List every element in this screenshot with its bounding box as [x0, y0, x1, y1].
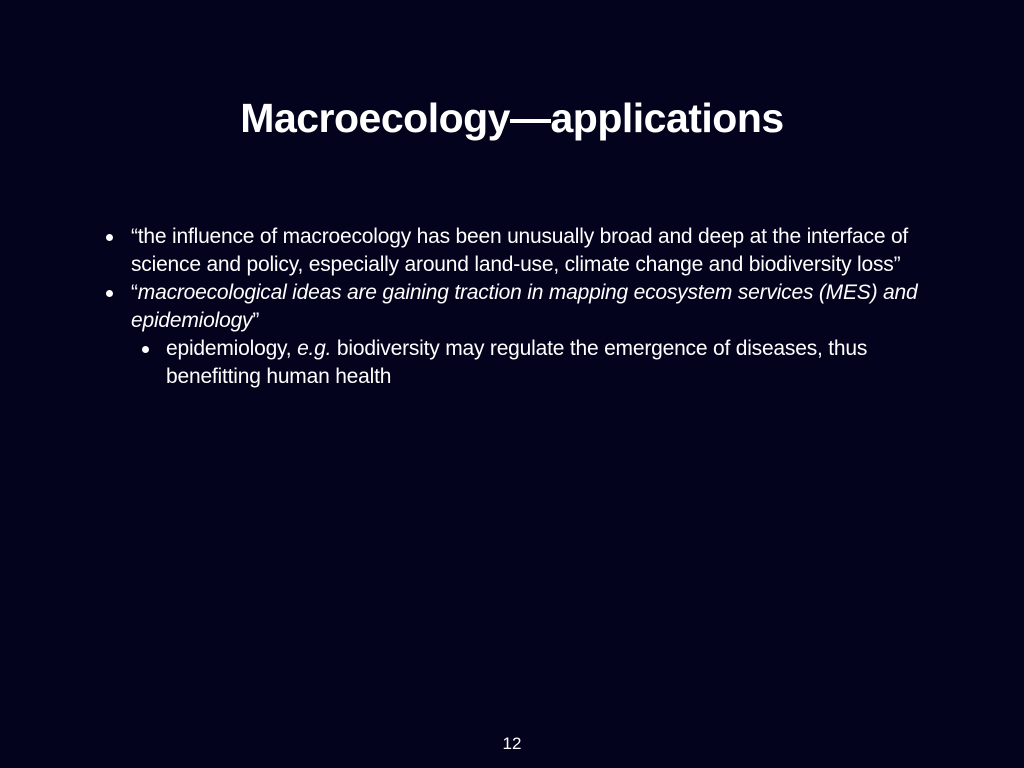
bullet-item-1 — [131, 223, 931, 279]
sub-bullet-suffix: biodiversity may regulate the emergence of diseases, thus benefitting human health — [166, 337, 868, 388]
bullet-italic-quote: macroecological ideas are gaining traction in mapping ecosystem services (MES) and epidemiology — [131, 281, 918, 332]
bullet-list — [131, 223, 931, 391]
bullet-dot — [142, 346, 149, 353]
sub-bullet-italic: e.g. — [297, 337, 332, 360]
bullet-dot — [106, 290, 113, 297]
page-number: 12 — [502, 734, 522, 753]
bullet-dot — [106, 234, 113, 241]
bullet-item-2 — [131, 279, 931, 335]
bullet-text: “the influence of macroecology has been unusually broad and deep at the interface of science and policy, especially around land-use, climate change and biodiversity loss” — [131, 225, 909, 276]
sub-bullet-item — [166, 335, 931, 391]
bullet-open-quote: “ — [131, 281, 138, 304]
sub-bullet-prefix: epidemiology, — [166, 337, 298, 360]
slide-title: Macroecology—applications — [240, 95, 784, 141]
bullet-close-quote: ” — [252, 309, 260, 332]
